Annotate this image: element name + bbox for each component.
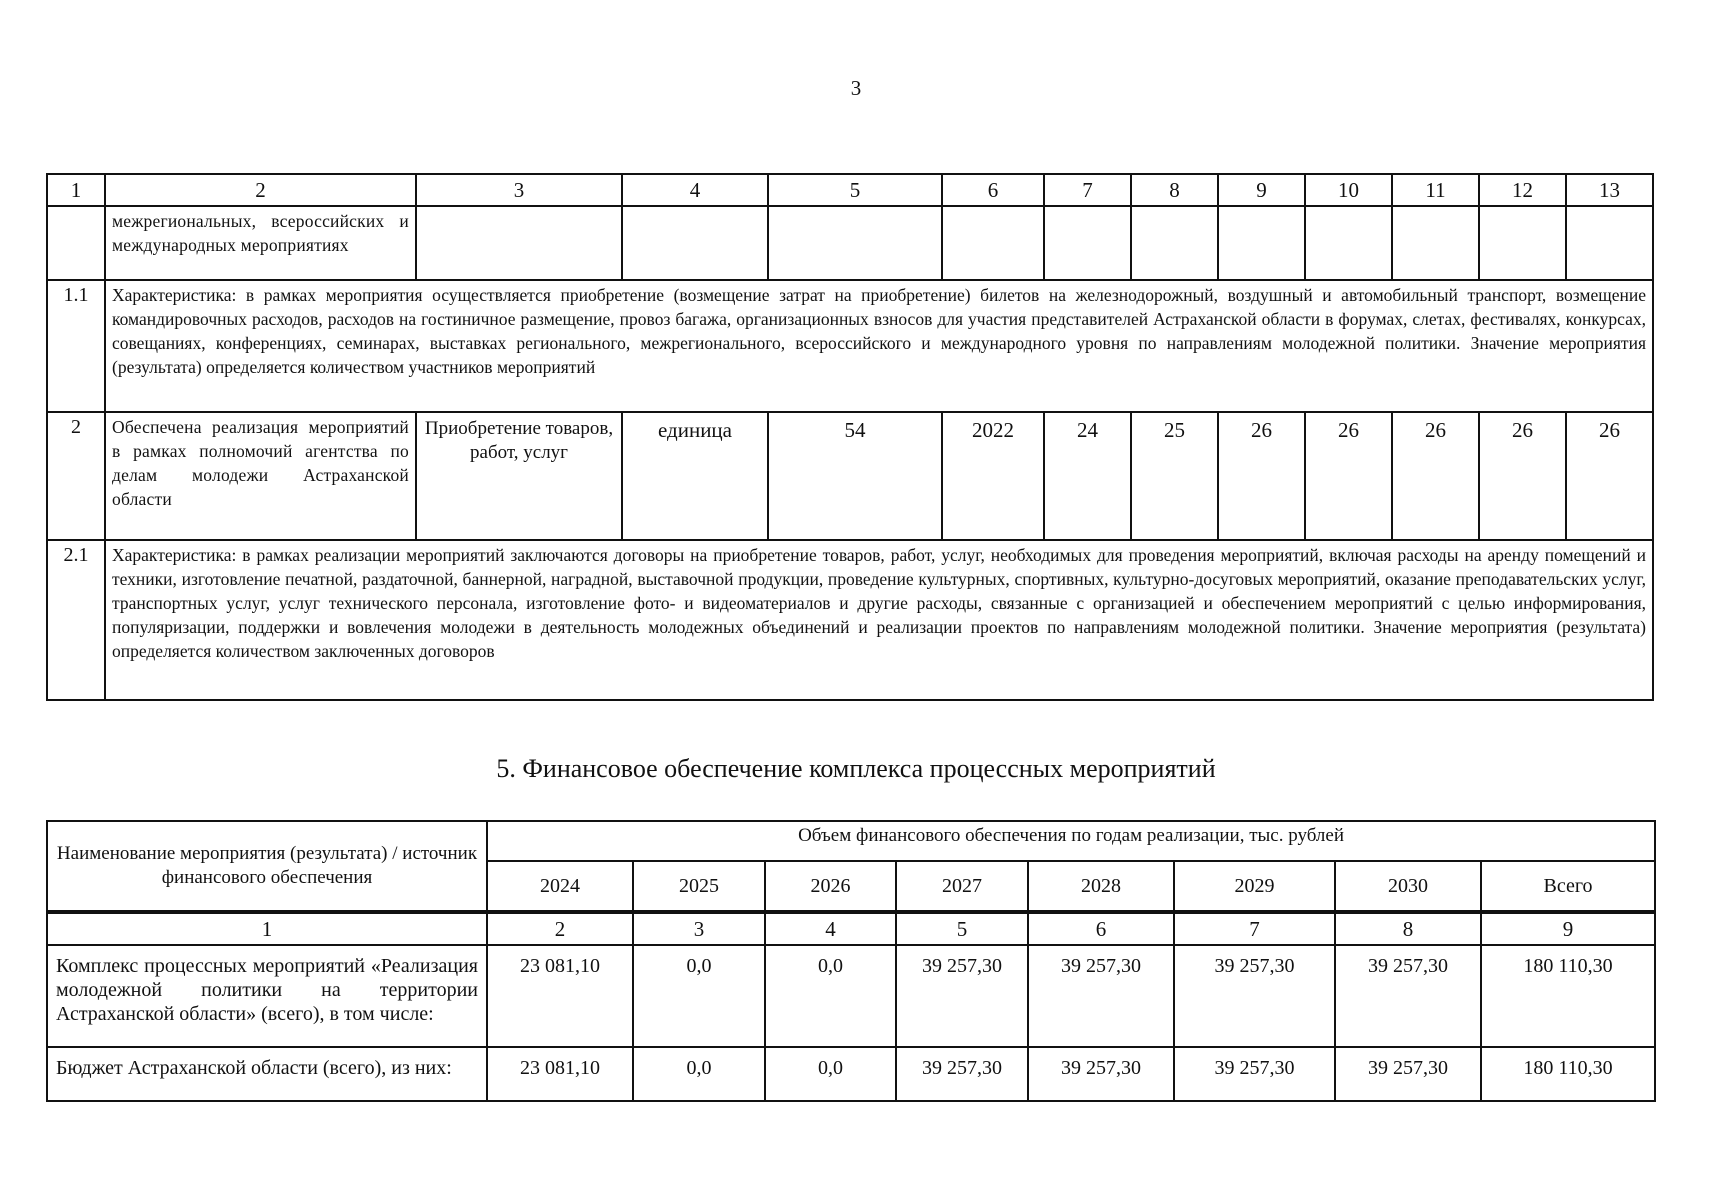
year-value: 24 (1044, 412, 1131, 540)
table-row (47, 945, 1655, 1047)
year-header: 2026 (765, 861, 896, 912)
volume-header: Объем финансового обеспечения по годам реализации, тыс. рублей (487, 821, 1655, 861)
year-value: 26 (1479, 412, 1566, 540)
column-number: 6 (1028, 912, 1174, 945)
column-number: 4 (622, 174, 768, 206)
column-number: 3 (416, 174, 622, 206)
header-row (47, 821, 1655, 861)
column-number: 4 (765, 912, 896, 945)
year-value: 26 (1392, 412, 1479, 540)
table-row (47, 540, 1653, 700)
column-number: 12 (1479, 174, 1566, 206)
total-amount: 180 110,30 (1481, 1047, 1655, 1101)
column-number: 5 (896, 912, 1028, 945)
measure-unit: единица (622, 412, 768, 540)
amount: 39 257,30 (896, 945, 1028, 1047)
name-column-header: Наименование мероприятия (результата) / источник финансового обеспечения (47, 821, 487, 912)
column-number: 2 (105, 174, 416, 206)
year-value: 26 (1305, 412, 1392, 540)
column-number: 10 (1305, 174, 1392, 206)
total-header: Всего (1481, 861, 1655, 912)
column-number: 1 (47, 912, 487, 945)
year-value: 26 (1566, 412, 1653, 540)
amount: 39 257,30 (1174, 945, 1335, 1047)
column-number: 3 (633, 912, 765, 945)
year-header: 2029 (1174, 861, 1335, 912)
amount: 39 257,30 (1028, 945, 1174, 1047)
row-number: 2.1 (47, 540, 105, 700)
amount: 23 081,10 (487, 945, 633, 1047)
financing-table (46, 820, 1656, 1102)
table-row (47, 412, 1653, 540)
column-number: 8 (1131, 174, 1218, 206)
amount: 39 257,30 (1174, 1047, 1335, 1101)
year-header: 2025 (633, 861, 765, 912)
year-value: 26 (1218, 412, 1305, 540)
year-header: 2027 (896, 861, 1028, 912)
column-number: 7 (1044, 174, 1131, 206)
measure-type: Приобретение товаров, работ, услуг (416, 412, 622, 540)
amount: 39 257,30 (896, 1047, 1028, 1101)
amount: 23 081,10 (487, 1047, 633, 1101)
column-number: 5 (768, 174, 942, 206)
column-number: 13 (1566, 174, 1653, 206)
measure-name: Обеспечена реализация мероприятий в рамках полномочий агентства по делам молодежи Астраханской области (105, 412, 416, 540)
year-header: 2024 (487, 861, 633, 912)
table-row (47, 1047, 1655, 1101)
amount: 39 257,30 (1335, 945, 1481, 1047)
amount: 0,0 (765, 945, 896, 1047)
financing-name: Комплекс процессных мероприятий «Реализация молодежной политики на территории Астраханской области» (всего), в том числе: (47, 945, 487, 1047)
year-value: 25 (1131, 412, 1218, 540)
column-number: 2 (487, 912, 633, 945)
column-number-row (47, 174, 1653, 206)
base-value: 54 (768, 412, 942, 540)
amount: 0,0 (633, 945, 765, 1047)
row-number: 2 (47, 412, 105, 540)
column-number: 8 (1335, 912, 1481, 945)
amount: 0,0 (633, 1047, 765, 1101)
table-row (47, 206, 1653, 280)
measure-description: Характеристика: в рамках реализации мероприятий заключаются договоры на приобретение товаров, работ, услуг, необходимых для проведения мероприятий, включая расходы на аренду помещений и техники, изготовление печатной, раздаточной, баннерной, наградной, выставочной продукции, проведение культурных, спортивных, культурно-досуговых мероприятий, оказание преподавательских услуг, транспортных услуг, услуг технического персонала, изготовление фото- и видеоматериалов и другие расходы, связанные с организацией и обеспечением мероприятий с целью информирования, популяризации, поддержки и вовлечения молодежи в деятельность молодежных объединений и реализации проектов по направлениям молодежной политики. Значение мероприятия (результата) определяется количеством заключенных договоров (105, 540, 1653, 700)
column-number: 7 (1174, 912, 1335, 945)
measure-description: Характеристика: в рамках мероприятия осуществляется приобретение (возмещение затрат на приобретение) билетов на железнодорожный, воздушный и автомобильный транспорт, возмещение командировочных расходов, расходов на гостиничное размещение, провоз багажа, организационных взносов для участия представителей Астраханской области в форумах, слетах, фестивалях, конкурсах, совещаниях, конференциях, семинарах, выставках регионального, межрегионального, всероссийского и международного уровня по направлениям молодежной политики. Значение мероприятия (результата) определяется количеством участников мероприятий (105, 280, 1653, 412)
table-row (47, 280, 1653, 412)
column-number: 6 (942, 174, 1044, 206)
financing-name: Бюджет Астраханской области (всего), из них: (47, 1047, 487, 1101)
column-number: 11 (1392, 174, 1479, 206)
column-number: 9 (1218, 174, 1305, 206)
amount: 39 257,30 (1028, 1047, 1174, 1101)
row-number: 1.1 (47, 280, 105, 412)
amount: 39 257,30 (1335, 1047, 1481, 1101)
page-number: 3 (850, 76, 862, 100)
year-header: 2030 (1335, 861, 1481, 912)
base-year: 2022 (942, 412, 1044, 540)
column-number: 1 (47, 174, 105, 206)
column-number: 9 (1481, 912, 1655, 945)
measures-table (46, 173, 1654, 701)
column-number-row (47, 912, 1655, 945)
total-amount: 180 110,30 (1481, 945, 1655, 1047)
year-header: 2028 (1028, 861, 1174, 912)
section-title: 5. Финансовое обеспечение комплекса процессных мероприятий (496, 754, 1216, 783)
amount: 0,0 (765, 1047, 896, 1101)
measure-name: межрегиональных, всероссийских и международных мероприятиях (105, 206, 416, 280)
